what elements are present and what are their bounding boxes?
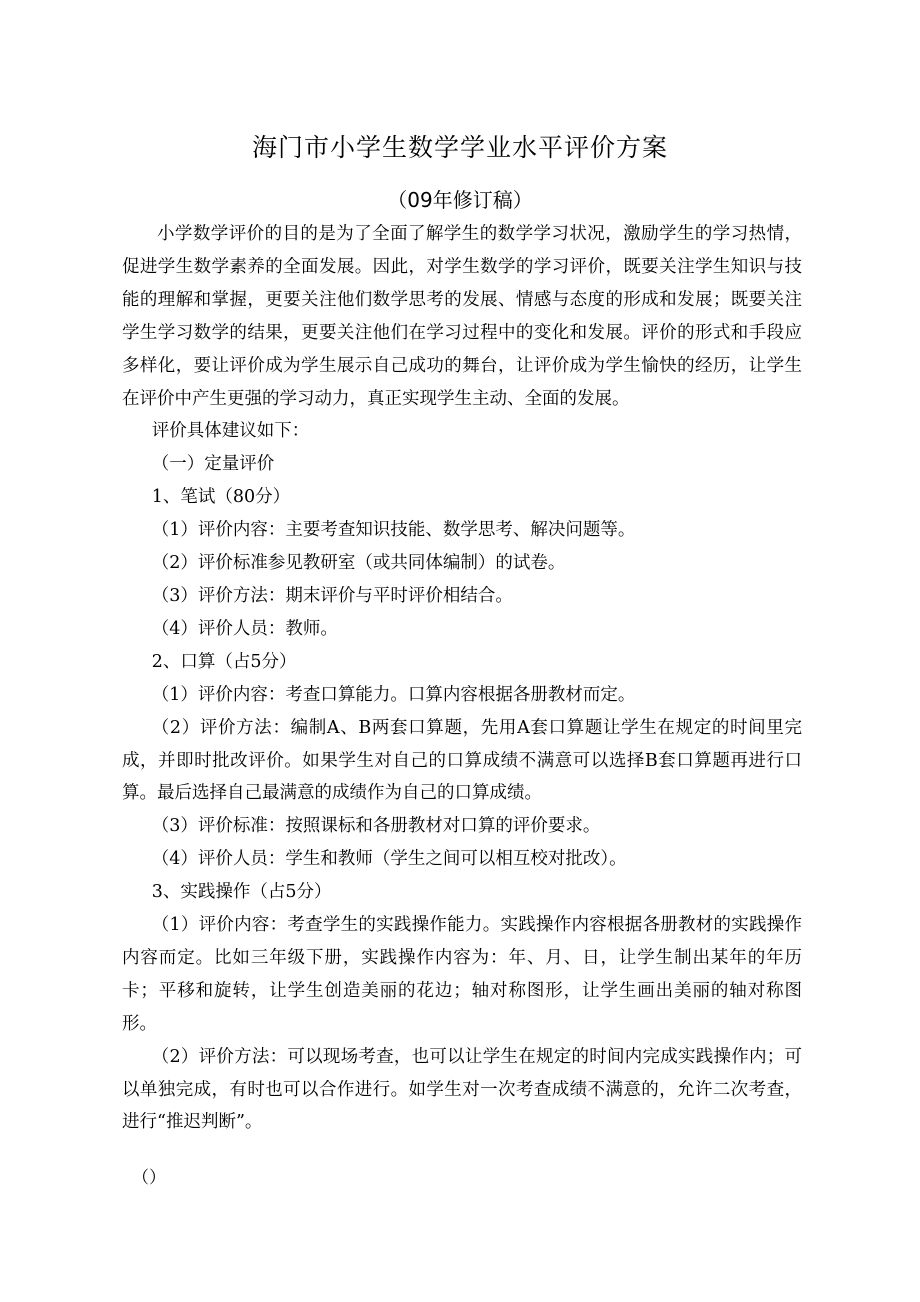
document-subtitle: （09年修订稿） [387, 188, 533, 212]
subsection-heading: 3、实践操作（占5分） [151, 882, 332, 903]
list-item: （3）评价标准：按照课标和各册教材对口算的评价要求。 [151, 816, 601, 837]
list-item: （3）评价方法：期末评价与平时评价相结合。 [151, 585, 513, 606]
section-heading: （一）定量评价 [151, 454, 275, 475]
document-body [122, 218, 802, 1139]
list-item: （1）评价内容：考查学生的实践操作能力。实践操作内容根据各册教材的实践操作内容而定。比如三年级下册，实践操作内容为：年、月、日，让学生制出某年的年历卡；平移和旋转，让学生创造美丽的花边；轴对称图形，让学生画出美丽的轴对称图形。 [122, 915, 802, 1034]
subsection-heading: 1、笔试（80分） [151, 487, 291, 508]
trailing-mark: （） [132, 1168, 166, 1188]
paragraph: 评价具体建议如下： [151, 421, 310, 442]
list-item: （4）评价人员：学生和教师（学生之间可以相互校对批改）。 [151, 849, 627, 870]
intro-paragraph: 小学数学评价的目的是为了全面了解学生的数学学习状况，激励学生的学习热情，促进学生数学素养的全面发展。因此，对学生数学的学习评价，既要关注学生知识与技能的理解和掌握，更要关注他们数学思考的发展、情感与态度的形成和发展；既要关注学生学习数学的结果，更要关注他们在学习过程中的变化和发展。评价的形式和手段应多样化，要让评价成为学生展示自己成功的舞台，让评价成为学生愉快的经历，让学生在评价中产生更强的学习动力，真正实现学生主动、全面的发展。 [122, 224, 802, 409]
list-item: （1）评价内容：考查口算能力。口算内容根据各册教材而定。 [151, 684, 636, 705]
list-item: （2）评价方法：可以现场考查，也可以让学生在规定的时间内完成实践操作内；可以单独完成，有时也可以合作进行。如学生对一次考查成绩不满意的，允许二次考查，进行“推迟判断”。 [122, 1046, 802, 1133]
list-item: （4）评价人员：教师。 [151, 618, 338, 639]
document-title: 海门市小学生数学学业水平评价方案 [251, 133, 668, 162]
subsection-heading: 2、口算（占5分） [151, 651, 297, 672]
list-item: （2）评价方法：编制A、B两套口算题，先用A套口算题让学生在规定的时间里完成，并即时批改评价。如果学生对自己的口算成绩不满意可以选择B套口算题再进行口算。最后选择自己最满意的成绩作为自己的口算成绩。 [122, 717, 802, 804]
list-item: （1）评价内容：主要考查知识技能、数学思考、解决问题等。 [151, 520, 636, 541]
list-item: （2）评价标准参见教研室（或共同体编制）的试卷。 [151, 553, 566, 574]
